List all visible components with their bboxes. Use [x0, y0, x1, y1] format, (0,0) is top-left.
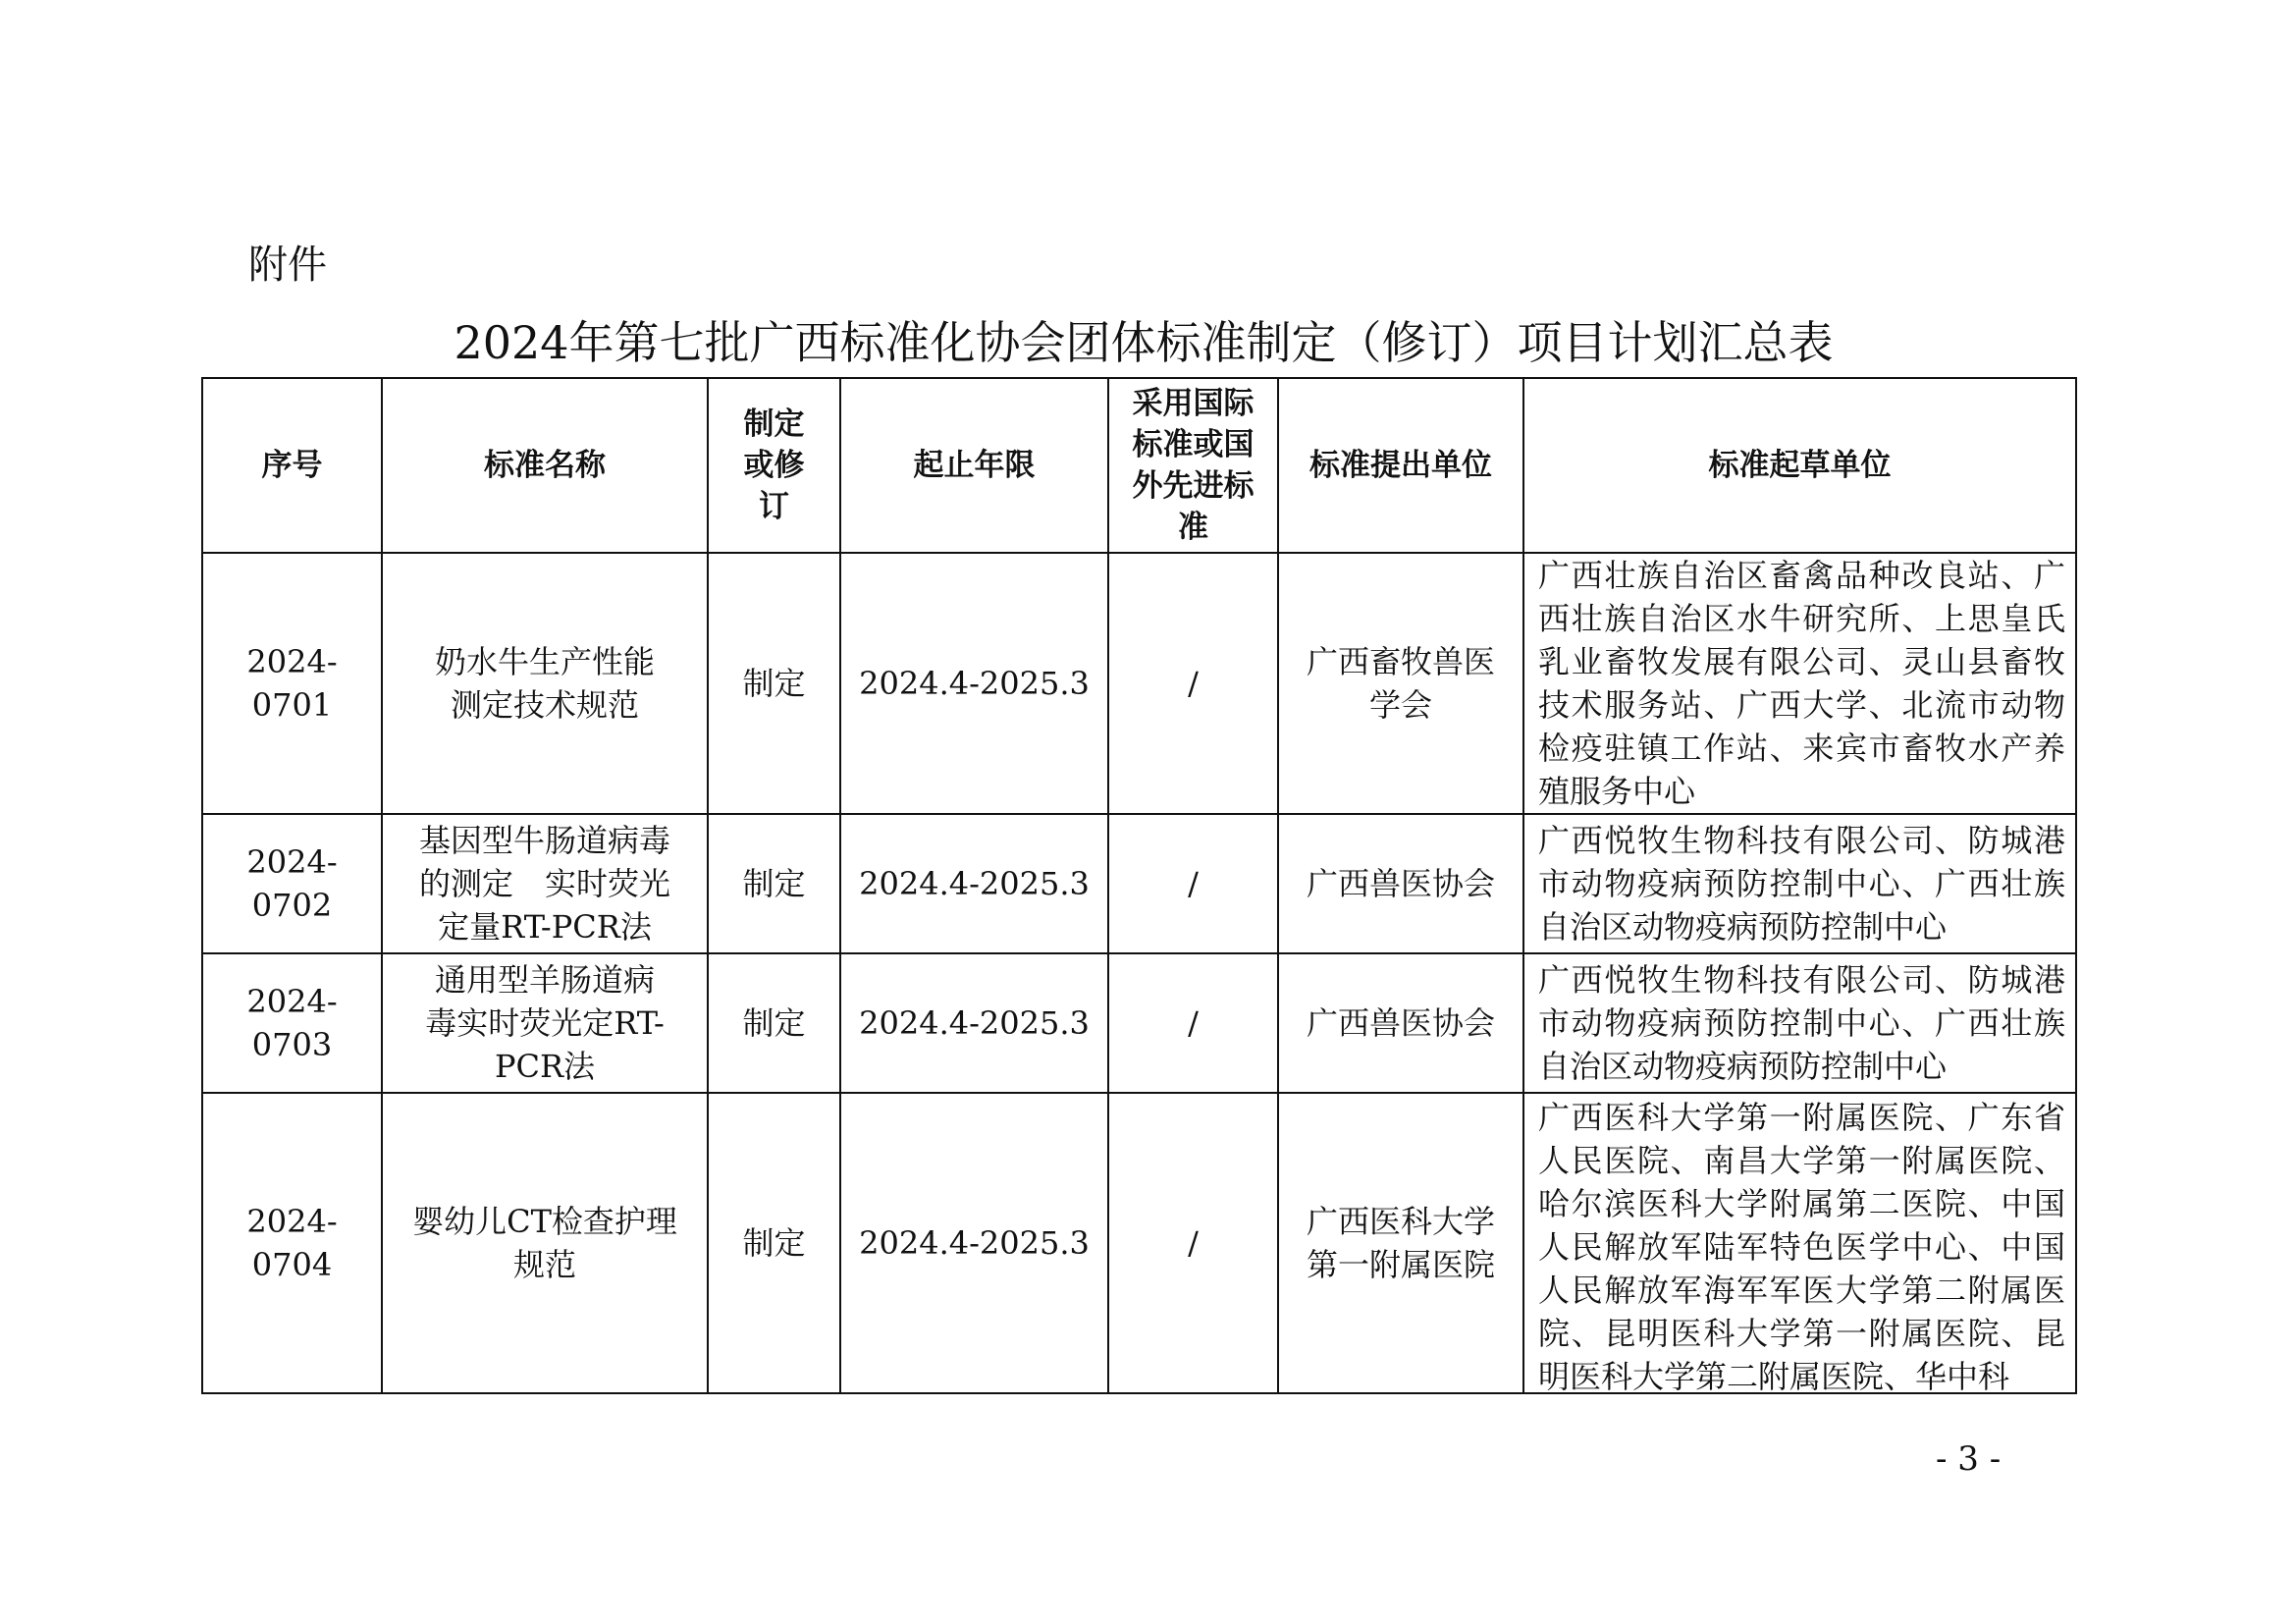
standards-plan-table — [201, 377, 2077, 1394]
document-title: 2024年第七批广西标准化协会团体标准制定（修订）项目计划汇总表 — [454, 316, 1834, 369]
cell-serial: 2024-0704 — [202, 1093, 382, 1393]
table-row — [202, 1093, 2076, 1393]
cell-type: 制定 — [708, 1093, 840, 1393]
cell-drafter: 广西悦牧生物科技有限公司、防城港市动物疫病预防控制中心、广西壮族自治区动物疫病预防控制中心 — [1523, 814, 2076, 953]
cell-type: 制定 — [708, 814, 840, 953]
cell-drafter: 广西悦牧生物科技有限公司、防城港市动物疫病预防控制中心、广西壮族自治区动物疫病预防控制中心 — [1523, 953, 2076, 1093]
header-period: 起止年限 — [840, 378, 1108, 553]
cell-serial: 2024-0702 — [202, 814, 382, 953]
cell-international: / — [1108, 1093, 1278, 1393]
cell-period: 2024.4-2025.3 — [840, 553, 1108, 814]
cell-period: 2024.4-2025.3 — [840, 814, 1108, 953]
cell-drafter — [1523, 1093, 2076, 1393]
cell-drafter: 广西壮族自治区畜禽品种改良站、广西壮族自治区水牛研究所、上思皇氏乳业畜牧发展有限公司、灵山县畜牧技术服务站、广西大学、北流市动物检疫驻镇工作站、来宾市畜牧水产养殖服务中心 — [1523, 553, 2076, 814]
cell-serial: 2024-0701 — [202, 553, 382, 814]
table-header-row — [202, 378, 2076, 553]
page-number: - 3 - — [1936, 1439, 2002, 1479]
cell-standard-name: 奶水牛生产性能测定技术规范 — [382, 553, 708, 814]
table-row — [202, 953, 2076, 1093]
header-standard-name: 标准名称 — [382, 378, 708, 553]
cell-international: / — [1108, 553, 1278, 814]
cell-proposer: 广西兽医协会 — [1278, 953, 1523, 1093]
cell-proposer: 广西畜牧兽医学会 — [1278, 553, 1523, 814]
header-drafter: 标准起草单位 — [1523, 378, 2076, 553]
table-row — [202, 553, 2076, 814]
cell-standard-name: 通用型羊肠道病毒实时荧光定RT-PCR法 — [382, 953, 708, 1093]
table-row — [202, 814, 2076, 953]
drafter-text: 广西医科大学第一附属医院、广东省人民医院、南昌大学第一附属医院、哈尔滨医科大学附属第二医院、中国人民解放军陆军特色医学中心、中国人民解放军海军军医大学第二附属医院、昆明医科大学第一附属医院、昆明医科大学第二附属医院、华中科 — [1538, 1099, 2065, 1390]
header-type: 制定或修订 — [708, 378, 840, 553]
cell-type: 制定 — [708, 553, 840, 814]
cell-proposer: 广西兽医协会 — [1278, 814, 1523, 953]
attachment-label: 附件 — [248, 243, 327, 288]
cell-international: / — [1108, 953, 1278, 1093]
cell-standard-name: 基因型牛肠道病毒的测定 实时荧光定量RT-PCR法 — [382, 814, 708, 953]
cell-period: 2024.4-2025.3 — [840, 953, 1108, 1093]
cell-international: / — [1108, 814, 1278, 953]
cell-type: 制定 — [708, 953, 840, 1093]
cell-serial: 2024-0703 — [202, 953, 382, 1093]
cell-standard-name: 婴幼儿CT检查护理规范 — [382, 1093, 708, 1393]
cell-proposer: 广西医科大学第一附属医院 — [1278, 1093, 1523, 1393]
cell-period: 2024.4-2025.3 — [840, 1093, 1108, 1393]
header-international: 采用国际标准或国外先进标准 — [1108, 378, 1278, 553]
header-proposer: 标准提出单位 — [1278, 378, 1523, 553]
header-serial: 序号 — [202, 378, 382, 553]
